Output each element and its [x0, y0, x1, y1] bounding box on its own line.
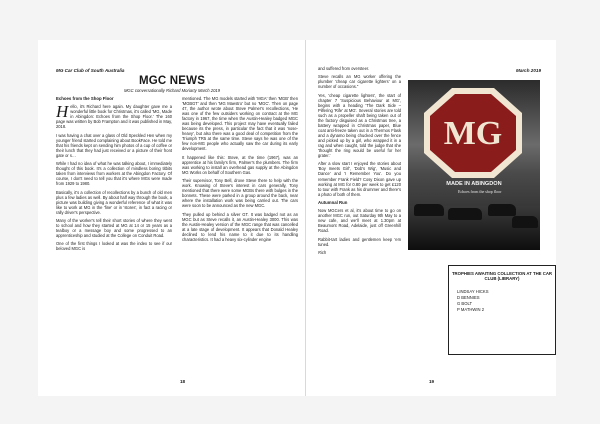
article-paragraph: While I had no idea of what he was talking about, I immediately thought of this book. It's a collection of mindless boring titbits taken from interviews from workers at the Abingdon Factory. Of course, I don't need to tell you that it's where MGs were made from 1929 to 1980.	[56, 161, 172, 187]
cover-caption: Echoes from the shop floor	[458, 189, 502, 194]
trophy-name: G BOLT	[457, 300, 473, 306]
car-shape	[448, 208, 482, 220]
made-in-label	[408, 178, 540, 188]
article-paragraph: mentioned. The MG models started with 'MGA' then 'MGB' then 'MGBGT' and then 'MG Maestro' but no 'MGC'. Then on page 47, the author wrote about Steve Palmer's recollections, 'He was one of the few outsiders working on contract at the MG factory in 1967, the time when the Austin-Healey badged MGC was being developed. This project may have eventually failed because its the press, in particular the fact that it was 'nose-heavy', but also there was a good deal of competition from the Triumph TR5 at the same time. Steve says he was one of the few non-MG people who actually saw the car during its early development.	[182, 96, 298, 152]
page-number-left: 18	[180, 379, 186, 384]
article-paragraph: Now MGCers et al, it's about time to go on another MGC run, out Saturday 9th May to a new cafe, and we'll meet at 1.30pm at Beaumont Road, Adelaide, just off Greenhill Road.	[318, 208, 401, 234]
trophy-title: TROPHIES AWAITING COLLECTION AT THE CAR CLUB (LIBRARY)	[451, 271, 553, 282]
article-column-1	[56, 96, 172, 374]
article-paragraph: Hello, it's Richard here again. My daughter gave me a wonderful little book for Christmas, it's called 'MG, Made in Abingdon: Echoes from the Shop Floor.' The 160 page was written by Bob Frampton and it was published in May, 2018.	[56, 102, 172, 130]
page-spine	[305, 40, 306, 396]
drop-cap: H	[56, 102, 69, 122]
car-shape	[488, 204, 516, 216]
article-paragraph: One of the first things I looked at was the index to see if our beloved MGC is	[56, 241, 172, 252]
trophy-names-list	[457, 289, 555, 313]
article-paragraph: Basically, it's a collection of recollections by a bunch of old men plus a few ladies as well. By about half way through the book, a picture was building giving a wonderful reference of what it was like to work at MG in the 'fine' or in 'stores', in fact a racing or rally driver's perspective.	[56, 189, 172, 215]
article-paragraph: They pulled up behind a silver GT. It was badged not as an MGC but as Steve recalls it, an Austin-Healey 3000. This was the Austin-Healey version of the MGC range that was cancelled at a late stage of development. It appears that Donald Healey declined to lend his name to it due to its handling characteristics. It had a heavy six-cylinder engine	[182, 211, 298, 242]
article-column-2	[182, 96, 298, 374]
article-paragraph: Rabbit-tart ladies and gentlemen keep 'em tuned.	[318, 236, 401, 247]
book-cover-photo	[408, 80, 540, 250]
header-club-name: MG Car Club of South Australia	[56, 68, 125, 73]
logo-letters: MG	[443, 115, 503, 152]
car-shape	[414, 204, 444, 216]
article-paragraph: and suffered from oversteer.	[318, 66, 370, 71]
car-shape	[512, 216, 538, 228]
trophy-name: P MATHWIN 2	[457, 306, 485, 312]
article-heading: Echoes from the Shop Floor	[56, 96, 114, 101]
signature: Rich	[318, 249, 327, 255]
trophy-name: LINDSAY HICKS	[457, 288, 489, 294]
header-date: March 2019	[516, 68, 542, 73]
article-column-3	[318, 66, 401, 382]
trophy-name: D BENNIES	[457, 294, 480, 300]
newsletter-title: MGC NEWS	[138, 75, 206, 87]
trophy-notice-box	[448, 265, 556, 355]
svg-text:MADE IN ABINGDON: MADE IN ABINGDON	[446, 181, 502, 187]
article-paragraph: Many of the worker's tell their short stories of where they went to school and how they started at MG at 14 or 15 years as a tealboy or a message boy and some progressed to an apprenticeship and studied at the College on Conduit Road.	[56, 217, 172, 239]
article-paragraph: After a slow start I enjoyed the stories about 'Boy meets Girl', 'Dob's Wig', 'Music and Dance' and 'I Remember You'. Do you remember Frank Field? Cosy Dixon gave up working at MG for 0.80 per week to get £120 to tour with Frank as his drummer and there's a photo of both of them.	[318, 161, 401, 197]
article-paragraph: Their supervisor, Tony Bell, drove Steve there to help with the work. Knowing of Steve's interest in cars generally, Tony mentioned that there were some MGBs there with bulges in the bonnets. These were parked in a group around the back, near where the installation work was being carried out. The cars were soon to be announced as the new MGC.	[182, 178, 298, 209]
newsletter-subtitle: MGC conversationally Richard Moriarty March 2019	[123, 88, 221, 93]
mg-octagon-logo	[422, 86, 524, 180]
article-paragraph: Steve recalls an MG worker offering the plumber 'cheap car cigarette lighters' on a number of occasions."	[318, 74, 401, 90]
page-number-right: 19	[429, 379, 435, 384]
article-paragraph: It happened like this: Steve, at the time (1967), was an apprentice at his family's firm, Palmer's the plumbers. The firm was working to install an overhead gas supply at the Abingdon MG Works on behalf of Southern Gas.	[182, 154, 298, 175]
article-paragraph: Yes, 'cheap cigarette lighters', the start of chapter 7 'Suspicious Behaviour at MG', begins with a heading 'The Dark Side – Pilfering 'Rife' at MG'. Several stories are told such as a propeller shaft being taken out of the factory disguised as a Christmas tree, a battery wrapped in Christmas paper, Blue coat anti-freeze taken out in a Thermos Flask and a dynamo being chucked over the fence and picked up by a girl, who wrapped it in a rag and when caught, told the judge that she 'thought the ring would be useful for her grater.'	[318, 92, 401, 159]
article-paragraph: I was having a chat over a glass of Old Speckled Hen when my younger friend started complaining about BookFace. He told me that his friends kept on sending him photos of a cup of coffee or their lunch that they had just received or a picture of their front gate or s…	[56, 132, 172, 158]
autumnal-run-heading: Autumnal Run	[318, 199, 348, 205]
